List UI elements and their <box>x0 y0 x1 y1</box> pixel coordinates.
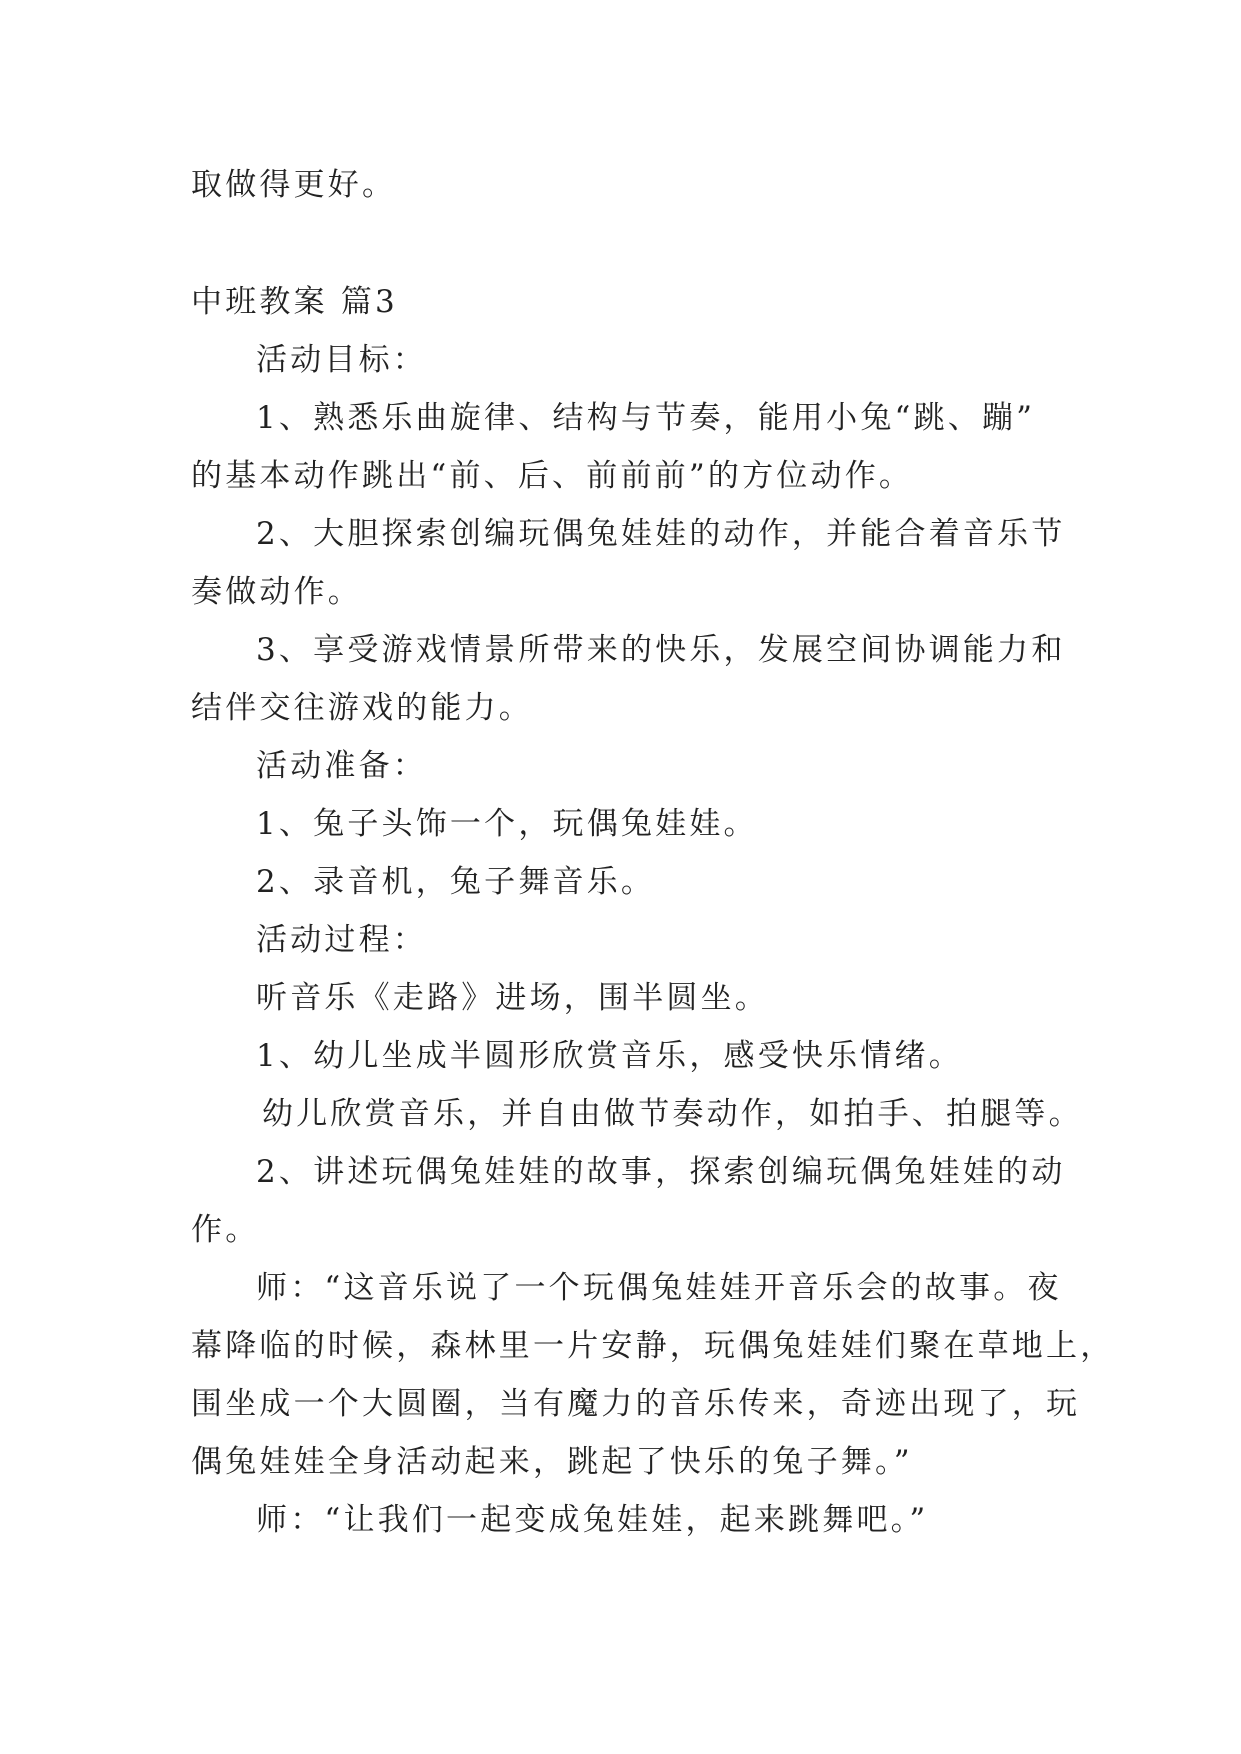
text-line: 3、享受游戏情景所带来的快乐，发展空间协调能力和 <box>256 632 1066 668</box>
subheading-activity-goals: 活动目标： <box>256 342 427 378</box>
text-line: 幼儿欣赏音乐，并自由做节奏动作，如拍手、拍腿等。 <box>262 1096 1083 1132</box>
text-line: 2、录音机，兔子舞音乐。 <box>256 864 656 900</box>
text-line: 听音乐《走路》进场，围半圆坐。 <box>256 980 769 1016</box>
text-line: 1、熟悉乐曲旋律、结构与节奏，能用小兔“跳、蹦” <box>256 400 1036 436</box>
text-line: 师：“让我们一起变成兔娃娃，起来跳舞吧。” <box>256 1502 929 1538</box>
text-line: 偶兔娃娃全身活动起来，跳起了快乐的兔子舞。” <box>191 1444 913 1480</box>
text-line: 作。 <box>191 1212 260 1248</box>
text-line: 师：“这音乐说了一个玩偶兔娃娃开音乐会的故事。夜 <box>256 1270 1062 1306</box>
text-line: 2、大胆探索创编玩偶兔娃娃的动作，并能合着音乐节 <box>256 516 1066 552</box>
text-line: 幕降临的时候，森林里一片安静，玩偶兔娃娃们聚在草地上， <box>191 1328 1115 1364</box>
text-line: 1、兔子头饰一个，玩偶兔娃娃。 <box>256 806 758 842</box>
section-heading: 中班教案 篇3 <box>191 284 398 320</box>
text-line: 取做得更好。 <box>191 167 397 203</box>
text-line: 结伴交往游戏的能力。 <box>191 690 533 726</box>
subheading-activity-preparation: 活动准备： <box>256 748 427 784</box>
text-line: 2、讲述玩偶兔娃娃的故事，探索创编玩偶兔娃娃的动 <box>256 1154 1066 1190</box>
text-line: 奏做动作。 <box>191 574 362 610</box>
text-line: 围坐成一个大圆圈，当有魔力的音乐传来，奇迹出现了，玩 <box>191 1386 1081 1422</box>
subheading-activity-process: 活动过程： <box>256 922 427 958</box>
text-line: 的基本动作跳出“前、后、前前前”的方位动作。 <box>191 458 914 494</box>
text-line: 1、幼儿坐成半圆形欣赏音乐，感受快乐情绪。 <box>256 1038 963 1074</box>
